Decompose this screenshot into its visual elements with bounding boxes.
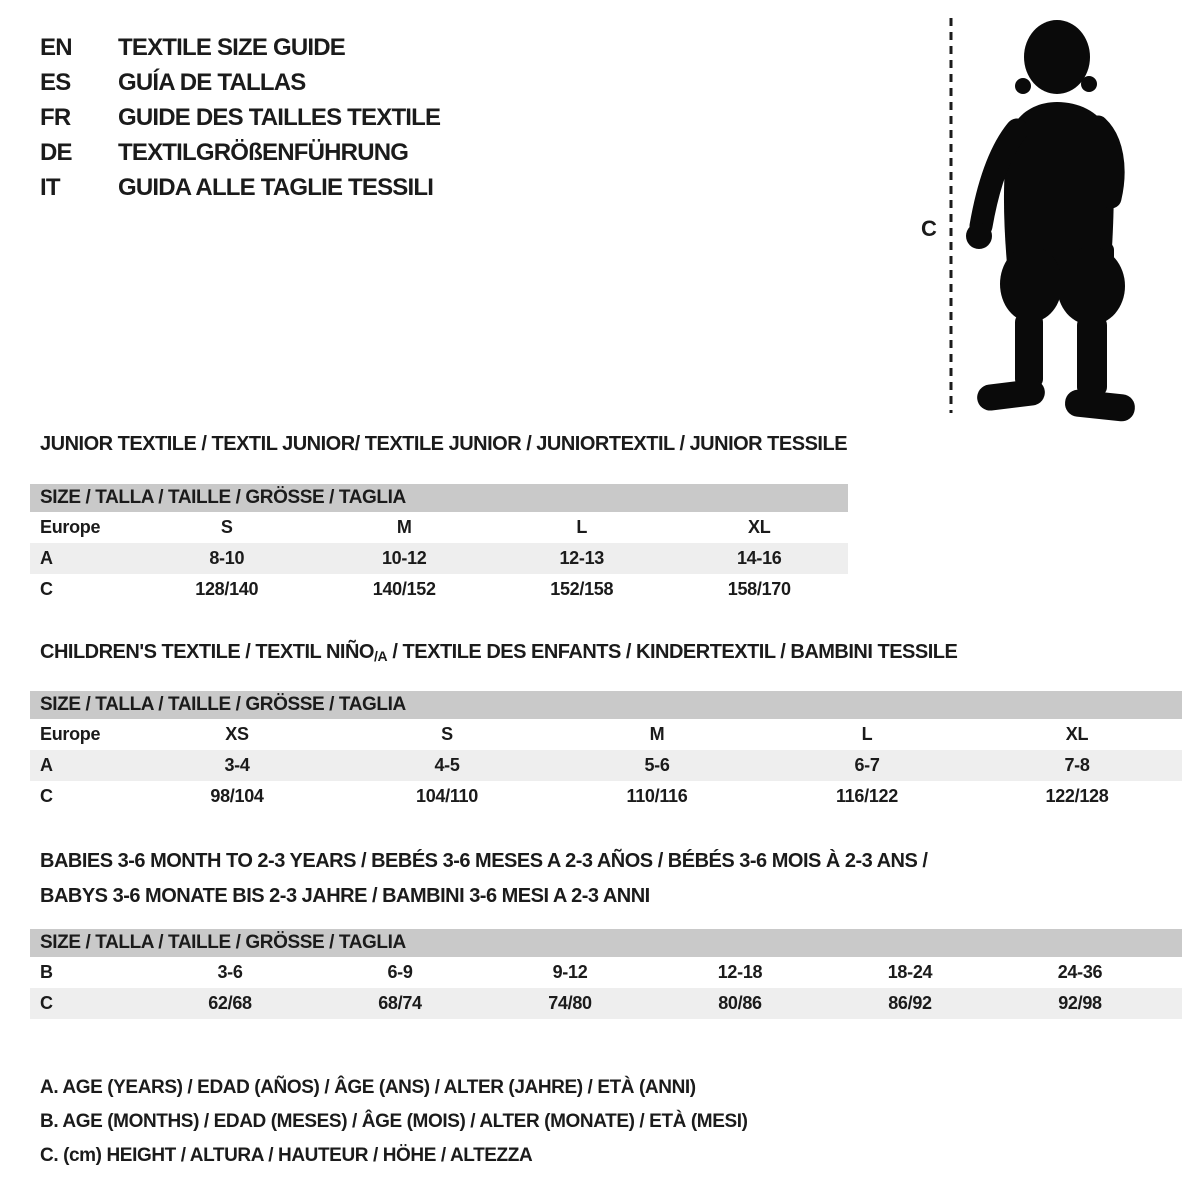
junior-section-title: JUNIOR TEXTILE / TEXTIL JUNIOR/ TEXTILE JUNIOR / JUNIORTEXTIL / JUNIOR TESSILE — [40, 433, 848, 455]
language-code: IT — [40, 174, 60, 201]
size-cell: 104/110 — [416, 786, 478, 806]
toddler-silhouette — [966, 20, 1136, 423]
size-header-text: SIZE / TALLA / TAILLE / GRÖSSE / TAGLIA — [40, 932, 406, 953]
language-title: GUIDA ALLE TAGLIE TESSILI — [118, 174, 434, 201]
size-cell: 68/74 — [378, 993, 422, 1013]
size-header-bar — [30, 691, 1182, 719]
silhouette-leg-right — [1077, 316, 1107, 396]
size-cell: 9-12 — [552, 962, 588, 982]
table-row — [30, 574, 848, 605]
row-label: C — [40, 786, 53, 806]
language-code: FR — [40, 104, 71, 131]
size-cell: 74/80 — [548, 993, 592, 1013]
row-label: C — [40, 993, 53, 1013]
size-header-bar — [30, 929, 1182, 957]
measurement-legend — [40, 1071, 748, 1173]
language-title: GUÍA DE TALLAS — [118, 69, 306, 96]
column-header: XL — [748, 517, 771, 537]
size-cell: 80/86 — [718, 993, 762, 1013]
language-title: GUIDE DES TAILLES TEXTILE — [118, 104, 441, 131]
size-cell: 5-6 — [644, 755, 670, 775]
size-cell: 158/170 — [727, 579, 791, 599]
babies-section-title-line1: BABIES 3-6 MONTH TO 2-3 YEARS / BEBÉS 3-6 MESES A 2-3 AÑOS / BÉBÉS 3-6 MOIS À 2-3 ANS / — [40, 850, 928, 872]
size-cell: 86/92 — [888, 993, 932, 1013]
size-cell: 110/116 — [626, 786, 688, 806]
table-row — [30, 750, 1182, 781]
language-code: ES — [40, 69, 71, 96]
language-row — [40, 170, 440, 205]
size-cell: 152/158 — [550, 579, 614, 599]
language-row — [40, 30, 440, 65]
size-cell: 140/152 — [372, 579, 436, 599]
size-cell: 4-5 — [434, 755, 460, 775]
size-header-text: SIZE / TALLA / TAILLE / GRÖSSE / TAGLIA — [40, 694, 406, 715]
language-title-block — [40, 30, 440, 205]
table-row — [30, 719, 1182, 750]
silhouette-hand-left — [966, 223, 992, 249]
children-title-sub: /A — [373, 648, 388, 664]
size-cell: 7-8 — [1064, 755, 1090, 775]
legend-line-c: C. (cm) HEIGHT / ALTURA / HAUTEUR / HÖHE / ALTEZZA — [40, 1145, 533, 1166]
children-size-table — [30, 691, 1182, 812]
row-label: Europe — [40, 724, 101, 744]
babies-size-table — [30, 929, 1182, 1019]
size-cell: 6-9 — [387, 962, 413, 982]
language-row — [40, 135, 440, 170]
row-label: B — [40, 962, 53, 982]
silhouette-head — [1024, 20, 1090, 94]
language-row — [40, 65, 440, 100]
column-header: M — [649, 724, 665, 744]
language-code: DE — [40, 139, 72, 166]
column-header: S — [220, 517, 233, 537]
size-cell: 24-36 — [1057, 962, 1103, 982]
table-row — [30, 988, 1182, 1019]
size-cell: 116/122 — [836, 786, 898, 806]
size-cell: 128/140 — [195, 579, 259, 599]
silhouette-shorts-right — [1057, 247, 1125, 325]
silhouette-foot-left — [976, 378, 1047, 412]
toddler-silhouette-figure — [900, 14, 1200, 424]
silhouette-ear-left — [1015, 78, 1031, 94]
column-header: L — [576, 517, 588, 537]
children-section-title — [40, 640, 957, 668]
silhouette-foot-right — [1064, 388, 1136, 422]
size-cell: 12-13 — [559, 548, 605, 568]
babies-section-title-line2: BABYS 3-6 MONATE BIS 2-3 JAHRE / BAMBINI 3-6 MESI A 2-3 ANNI — [40, 885, 650, 907]
height-measure-label: C — [921, 216, 937, 241]
size-cell: 62/68 — [208, 993, 252, 1013]
size-cell: 122/128 — [1045, 786, 1109, 806]
size-cell: 18-24 — [887, 962, 933, 982]
size-cell: 92/98 — [1058, 993, 1102, 1013]
children-title-post: / TEXTILE DES ENFANTS / KINDERTEXTIL / BAMBINI TESSILE — [387, 641, 958, 663]
column-header: XS — [225, 724, 249, 744]
table-row — [30, 781, 1182, 812]
size-cell: 3-4 — [224, 755, 250, 775]
size-cell: 10-12 — [381, 548, 427, 568]
table-row — [30, 957, 1182, 988]
legend-line-a: A. AGE (YEARS) / EDAD (AÑOS) / ÂGE (ANS) / ALTER (JAHRE) / ETÀ (ANNI) — [40, 1077, 696, 1098]
language-row — [40, 100, 440, 135]
junior-size-table — [30, 484, 848, 605]
size-cell: 8-10 — [209, 548, 245, 568]
column-header: L — [861, 724, 873, 744]
column-header: S — [441, 724, 453, 744]
silhouette-ear-right — [1081, 76, 1097, 92]
children-title-pre: CHILDREN'S TEXTILE / TEXTIL NIÑO — [40, 641, 374, 663]
silhouette-shorts-left — [1000, 246, 1062, 322]
size-cell: 3-6 — [217, 962, 243, 982]
table-row — [30, 543, 848, 574]
size-header-text: SIZE / TALLA / TAILLE / GRÖSSE / TAGLIA — [40, 487, 406, 508]
column-header: XL — [1065, 724, 1089, 744]
row-label: A — [40, 755, 53, 775]
silhouette-leg-left — [1015, 313, 1043, 388]
size-cell: 98/104 — [210, 786, 264, 806]
row-label: A — [40, 548, 53, 568]
legend-line-b: B. AGE (MONTHS) / EDAD (MESES) / ÂGE (MOIS) / ALTER (MONATE) / ETÀ (MESI) — [40, 1111, 748, 1132]
language-title: TEXTILGRÖßENFÜHRUNG — [118, 139, 409, 166]
language-title: TEXTILE SIZE GUIDE — [118, 34, 345, 61]
size-cell: 14-16 — [736, 548, 782, 568]
row-label: C — [40, 579, 53, 599]
size-header-bar — [30, 484, 848, 512]
table-row — [30, 512, 848, 543]
language-code: EN — [40, 34, 72, 61]
row-label: Europe — [40, 517, 101, 537]
size-cell: 6-7 — [854, 755, 880, 775]
size-cell: 12-18 — [717, 962, 763, 982]
column-header: M — [396, 517, 412, 537]
